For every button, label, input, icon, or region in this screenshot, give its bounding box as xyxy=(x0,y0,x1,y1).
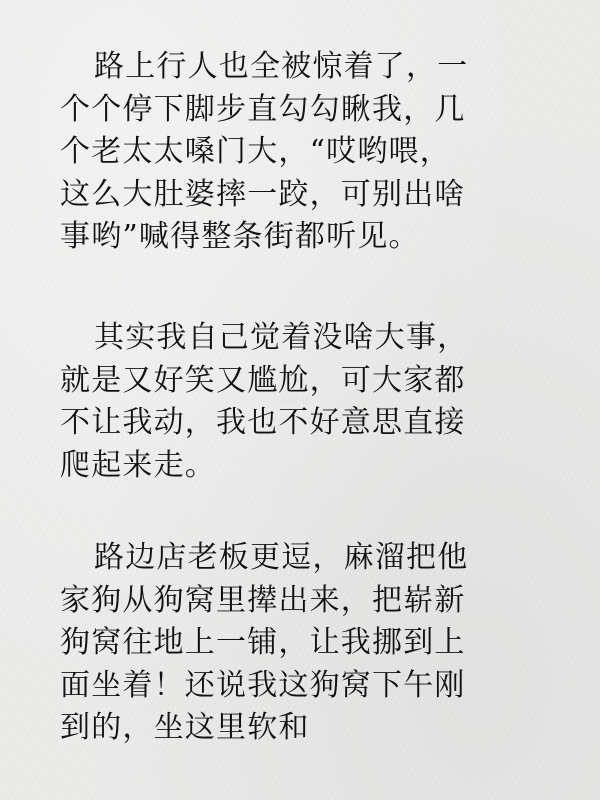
watermark-text: 小红书 xyxy=(279,397,311,408)
text-line: 就是又好笑又尴尬，可大家都 xyxy=(60,362,466,398)
text-line: 不让我动，我也不好意思直接 xyxy=(60,405,466,440)
text-line: 个个停下脚步直勾勾瞅我，几 xyxy=(60,91,466,127)
text-line: 个老太太嗓门大，“哎哟喂， xyxy=(60,134,451,169)
text-line: 路上行人也全被惊着了，一 xyxy=(94,49,469,84)
text-line: 家狗从狗窝里撵出来，把崭新 xyxy=(60,582,466,618)
text-line: 这么大肚婆摔一跤，可别出啥 xyxy=(60,176,466,212)
paragraph-1 xyxy=(60,46,468,259)
text-line: 到的，坐这里软和 xyxy=(60,710,310,745)
text-line: 其实我自己觉着没啥大事， xyxy=(94,320,469,355)
paragraph-2 xyxy=(60,317,468,487)
text-line: 事哟”喊得整条街都听见。 xyxy=(60,219,420,254)
text-line: 爬起来走。 xyxy=(60,447,216,483)
text-line: 路边店老板更逗，麻溜把他 xyxy=(94,540,469,575)
text-line: 狗窝往地上一铺，让我挪到上 xyxy=(60,625,466,660)
paragraph-3 xyxy=(60,537,468,750)
text-line: 面坐着！还说我这狗窝下午刚 xyxy=(60,667,466,703)
